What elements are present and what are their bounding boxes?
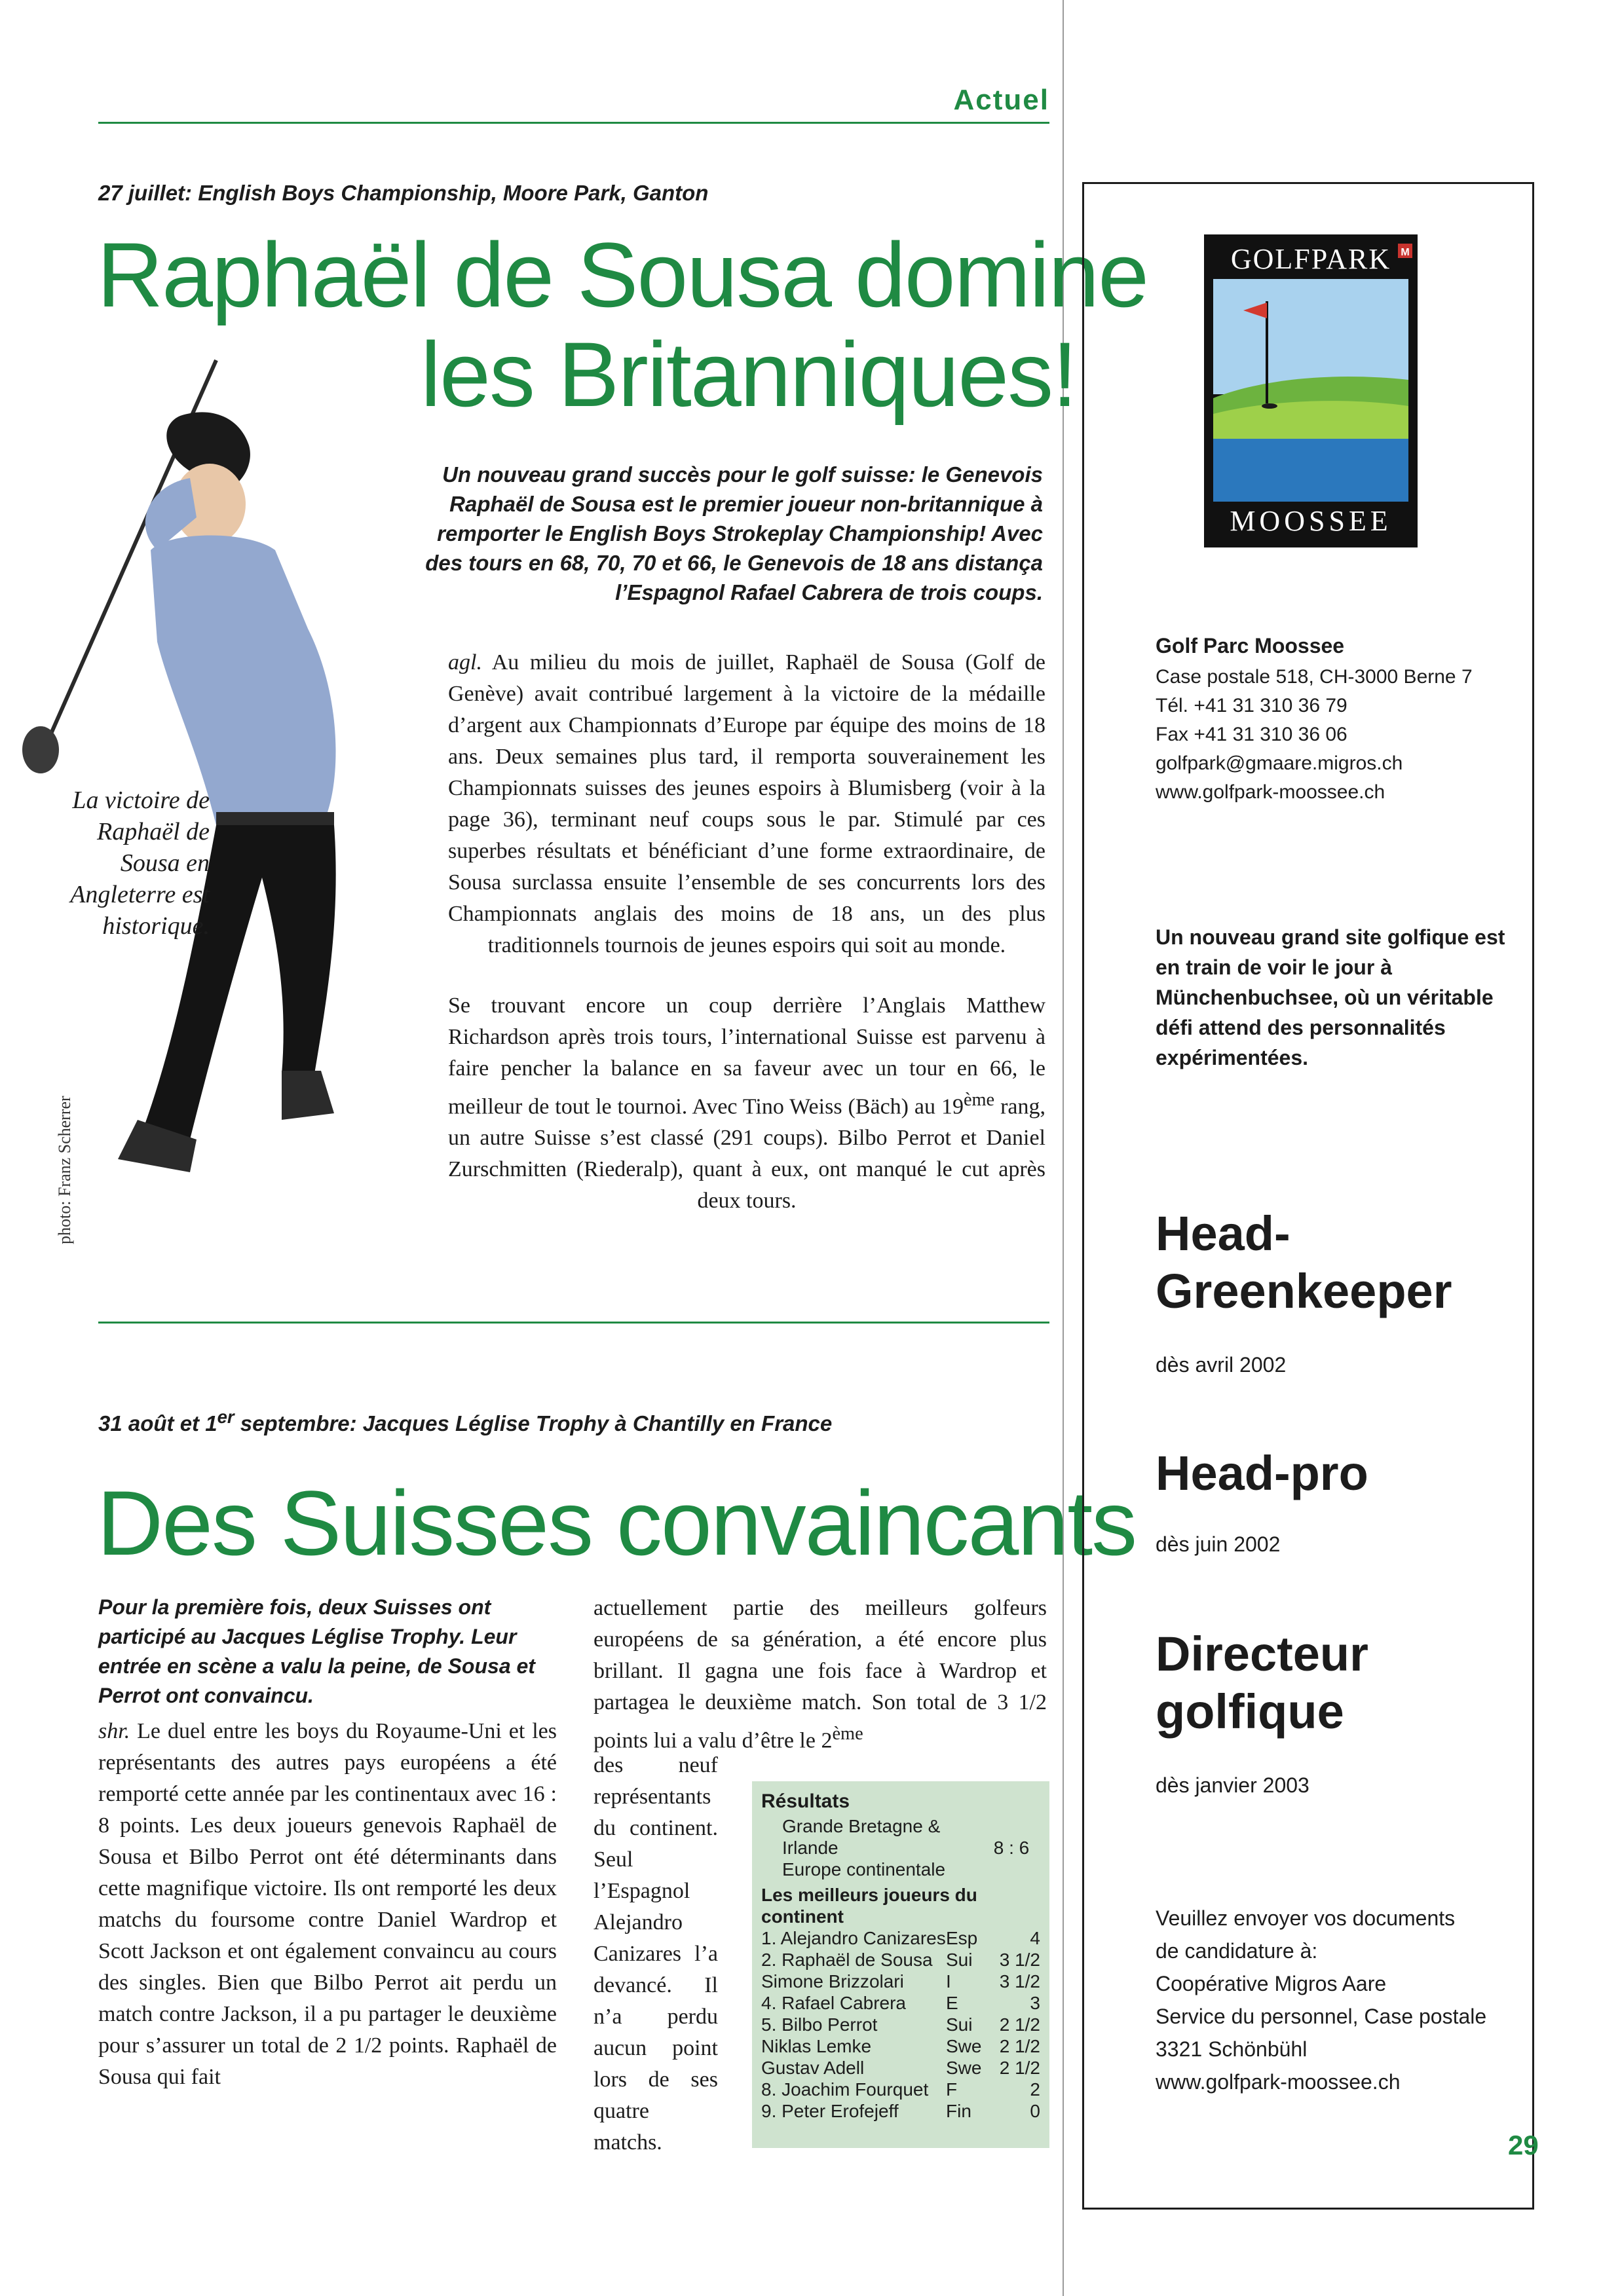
golfpark-logo xyxy=(1204,234,1418,547)
results-title: Résultats xyxy=(761,1790,850,1812)
article2-column2-narrow: des neuf représentants du continent. Seul l’Espagnol Alejandro Canizares l’a devancé. Il n’a perdu aucun point lors de ses quatre matchs. xyxy=(593,1753,718,2155)
results-score: 8 : 6 xyxy=(993,1837,1030,1858)
apply-line: www.golfpark-moossee.ch xyxy=(1156,2070,1401,2094)
results-player-row xyxy=(761,2079,1040,2100)
player-name: Niklas Lemke xyxy=(761,2036,872,2056)
superscript: ème xyxy=(832,1724,863,1744)
position-title-head-pro: Head-pro xyxy=(1156,1446,1368,1500)
apply-line: 3321 Schönbühl xyxy=(1156,2037,1308,2061)
ad-fax: Fax +41 31 310 36 06 xyxy=(1156,724,1347,745)
results-player-row xyxy=(761,2100,1040,2122)
apply-line: Coopérative Migros Aare xyxy=(1156,1972,1387,1995)
player-country: F xyxy=(946,2079,958,2100)
article1-headline-line1: Raphaël de Sousa domine xyxy=(97,223,1148,326)
player-country: Swe xyxy=(946,2058,982,2078)
team-away: Europe continentale xyxy=(782,1859,946,1879)
apply-line: de candidature à: xyxy=(1156,1939,1318,1963)
position-title-greenkeeper: Head-Greenkeeper xyxy=(1156,1206,1452,1318)
article1-paragraph-1 xyxy=(448,647,1045,961)
superscript: ème xyxy=(963,1090,995,1110)
page-number: 29 xyxy=(1508,2130,1539,2160)
results-player-row xyxy=(761,2057,1040,2079)
ad-contact xyxy=(1156,663,1473,807)
ad-intro: Un nouveau grand site golfique est en train de voir le jour à Münchenbuchsee, où un véritable défi attend des personnalités expérimentées. xyxy=(1156,925,1505,1069)
author-initials: shr. xyxy=(98,1719,130,1743)
article2-column1 xyxy=(98,1716,557,2093)
section-label: Actuel xyxy=(953,84,1049,116)
player-name: 8. Joachim Fourquet xyxy=(761,2079,929,2100)
ad-phone: Tél. +41 31 310 36 79 xyxy=(1156,695,1347,716)
author-initials: agl. xyxy=(448,650,482,675)
position-date-greenkeeper: dès avril 2002 xyxy=(1156,1353,1287,1377)
player-name: Gustav Adell xyxy=(761,2058,865,2078)
article1-kicker: 27 juillet: English Boys Championship, Moore Park, Ganton xyxy=(98,181,709,205)
logo-sky xyxy=(1213,279,1408,394)
article1-body xyxy=(448,647,1045,1246)
player-name: 2. Raphaël de Sousa xyxy=(761,1950,933,1970)
golf-club-head xyxy=(22,726,59,773)
results-match xyxy=(761,1815,1040,1880)
results-box xyxy=(752,1781,1049,2148)
player-country: Esp xyxy=(946,1928,978,1948)
article2-column2-top xyxy=(593,1593,1047,1756)
player-name: Simone Brizzolari xyxy=(761,1971,904,1991)
ad-address: Case postale 518, CH-3000 Berne 7 xyxy=(1156,666,1473,688)
article2-headline: Des Suisses convaincants xyxy=(97,1472,1137,1574)
kicker-text: septembre: Jacques Léglise Trophy à Chantilly en France xyxy=(234,1411,833,1435)
logo-text-top: GOLFPARK xyxy=(1230,243,1391,275)
apply-line: Veuillez envoyer vos documents xyxy=(1156,1906,1456,1930)
golfer-shoe-right xyxy=(282,1071,334,1120)
article1-lead: Un nouveau grand succès pour le golf suisse: le Genevois Raphaël de Sousa est le premier joueur non-britannique à remporter le English Boys Strokeplay Championship! Avec des tours en 68, 70, 70 et 66, le Genevois de 18 ans distança l’Espagnol Rafael Cabrera de trois coups. xyxy=(425,462,1043,604)
player-country: I xyxy=(946,1971,951,1991)
team-home: Grande Bretagne & Irlande xyxy=(782,1816,941,1858)
paragraph-text: Se trouvant encore un coup derrière l’Anglais Matthew Richardson après trois tours, l’international Suisse est parvenu à faire pencher la balance en sa faveur avec un tour en 66, le meilleur de tout le tournoi. Avec Tino Weiss (Bäch) au 19 xyxy=(448,993,1045,1119)
results-player-row xyxy=(761,1927,1040,1949)
paragraph-text: actuellement partie des meilleurs golfeurs européens de sa génération, a été encore plus brillant. Il gagna une fois face à Wardrop et partagea le deuxième match. Son total de 3 1/2 points lui a valu d’être le 2 xyxy=(593,1596,1047,1753)
position-title-directeur: Directeur golfique xyxy=(1156,1627,1368,1739)
results-player-row xyxy=(761,1949,1040,1971)
photo-credit: photo: Franz Scherrer xyxy=(55,1096,74,1244)
ad-application-info xyxy=(1156,1902,1486,2098)
player-points: 3 xyxy=(1030,1993,1040,2013)
superscript: er xyxy=(217,1407,235,1427)
photo-caption: La victoire de Raphaël de Sousa en Angleterre est historique. xyxy=(70,787,210,940)
logo-mark-text: M xyxy=(1401,247,1410,258)
player-name: 1. Alejandro Canizares xyxy=(761,1928,946,1948)
player-points: 0 xyxy=(1030,2101,1040,2121)
article1-headline-line2: les Britanniques! xyxy=(421,323,1077,426)
player-points: 3 1/2 xyxy=(999,1971,1040,1991)
results-teams xyxy=(782,1815,983,1880)
results-player-row xyxy=(761,2035,1040,2057)
player-name: 4. Rafael Cabrera xyxy=(761,1993,907,2013)
player-country: Sui xyxy=(946,1950,973,1970)
player-country: Sui xyxy=(946,2014,973,2035)
player-name: 9. Peter Erofejeff xyxy=(761,2101,899,2121)
player-points: 2 1/2 xyxy=(999,2036,1040,2056)
results-player-row xyxy=(761,2014,1040,2035)
paragraph-text: Au milieu du mois de juillet, Raphaël de Sousa (Golf de Genève) avait contribué largement à la victoire de la médaille d’argent aux Championnats d’Europe par équipe des moins de 18 ans. Deux semaines plus tard, il remporta souverainement les Championnats suisses des jeunes espoirs à Blumisberg (voir à la page 36), terminant neuf coups sous le par. Stimulé par ces superbes résultats et bénéficiant d’une forme extraordinaire, de Sousa surclassa ensuite l’ensemble de ses concurrents lors des Championnats anglais des moins de 18 ans, un des plus traditionnels tournois de jeunes espoirs qui soit au monde. xyxy=(448,650,1046,957)
player-points: 2 xyxy=(1030,2079,1040,2100)
results-player-row xyxy=(761,1971,1040,1992)
header-rule xyxy=(98,122,1049,124)
article2-lead: Pour la première fois, deux Suisses ont participé au Jacques Léglise Trophy. Leur entrée en scène a valu la peine, de Sousa et Perrot ont convaincu. xyxy=(98,1595,535,1707)
logo-text-bottom: MOOSSEE xyxy=(1230,505,1392,537)
paragraph-text: rang, un autre Suisse s’est classé (291 coups). Bilbo Perrot et Daniel Zurschmitten (Riederalp), quant à eux, ont manqué le cut après deux tours. xyxy=(448,1094,1045,1213)
player-country: E xyxy=(946,1993,958,2013)
position-date-directeur: dès janvier 2003 xyxy=(1156,1773,1309,1797)
logo-hole xyxy=(1262,403,1277,409)
paragraph-text: Le duel entre les boys du Royaume-Uni et les représentants des autres pays européens a été remporté cette année par les continentaux avec 16 : 8 points. Les deux joueurs genevois Raphaël de Sousa et Bilbo Perrot ont été déterminants dans cette magnifique victoire. Ils ont remporté les deux matchs du foursome contre Daniel Wardrop et Scott Jackson et ont également convaincu au cours des singles. Bien que Bilbo Perrot ait perdu un match contre Jackson, il a pu partager le deuxième pour s’assurer un total de 2 1/2 points. Raphaël de Sousa qui fait xyxy=(98,1719,557,2089)
logo-lake xyxy=(1213,439,1408,502)
player-points: 3 1/2 xyxy=(999,1950,1040,1970)
player-points: 2 1/2 xyxy=(999,2058,1040,2078)
player-country: Fin xyxy=(946,2101,971,2121)
kicker-text: 31 août et 1 xyxy=(98,1411,217,1435)
player-points: 4 xyxy=(1030,1928,1040,1948)
ad-company-name: Golf Parc Moossee xyxy=(1156,634,1345,657)
golfer-shirt xyxy=(151,536,335,826)
results-player-list xyxy=(761,1927,1040,2122)
ad-website: www.golfpark-moossee.ch xyxy=(1156,781,1385,803)
results-player-row xyxy=(761,1992,1040,2014)
article1-paragraph-2 xyxy=(448,990,1045,1217)
player-country: Swe xyxy=(946,2036,982,2056)
apply-line: Service du personnel, Case postale xyxy=(1156,2005,1487,2028)
article2-kicker xyxy=(98,1407,832,1436)
section-divider xyxy=(98,1322,1049,1324)
position-date-head-pro: dès juin 2002 xyxy=(1156,1532,1281,1556)
player-name: 5. Bilbo Perrot xyxy=(761,2014,878,2035)
results-subtitle: Les meilleurs joueurs du continent xyxy=(761,1885,977,1927)
ad-email: golfpark@gmaare.migros.ch xyxy=(1156,752,1403,774)
player-points: 2 1/2 xyxy=(999,2014,1040,2035)
